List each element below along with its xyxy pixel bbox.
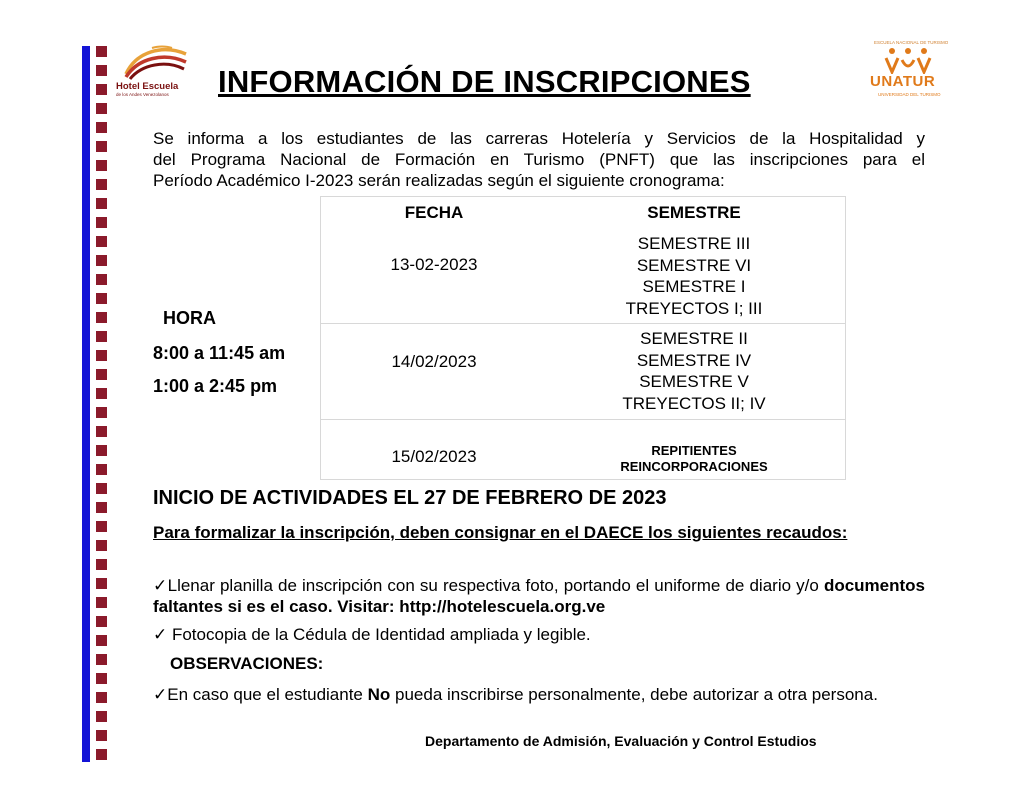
semester-item: SEMESTRE VI bbox=[636, 255, 752, 275]
hotel-escuela-name: Hotel Escuela bbox=[116, 81, 179, 92]
footer-department: Departamento de Admisión, Evaluación y Control Estudios bbox=[425, 733, 817, 749]
inicio-actividades: INICIO DE ACTIVIDADES EL 27 DE FEBRERO DE 2023 bbox=[153, 487, 667, 509]
check-icon: ✓ bbox=[153, 576, 168, 595]
left-blue-bar bbox=[82, 46, 90, 762]
page-title: INFORMACIÓN DE INSCRIPCIONES bbox=[218, 64, 751, 99]
semester-item: REPITIENTES bbox=[651, 443, 737, 458]
schedule-row-2-semesters bbox=[567, 328, 821, 414]
schedule-row-1-date: 13-02-2023 bbox=[390, 255, 478, 274]
observacion-text-pre: En caso que el estudiante bbox=[167, 685, 368, 704]
semester-item: TREYECTOS II; IV bbox=[622, 393, 766, 413]
semester-item: SEMESTRE III bbox=[637, 234, 751, 253]
schedule-row-divider bbox=[321, 323, 845, 324]
unatur-figures-icon bbox=[882, 46, 934, 74]
intro-line: del Programa Nacional de Formación en Turismo (PNFT) que las inscripciones para el bbox=[153, 150, 925, 169]
requirement-text: Llenar planilla de inscripción con su respectiva foto, portando el uniforme de diario y/o bbox=[167, 576, 819, 595]
semester-item: SEMESTRE V bbox=[639, 372, 749, 391]
schedule-row-3-semesters bbox=[567, 443, 821, 475]
schedule-header-semestre: SEMESTRE bbox=[647, 203, 741, 222]
hotel-escuela-logo bbox=[112, 44, 194, 100]
schedule-row-3-date: 15/02/2023 bbox=[391, 447, 477, 466]
hotel-escuela-subtitle: de los Andes Venezolanos bbox=[116, 92, 169, 97]
unatur-subtitle: UNIVERSIDAD DEL TURISMO bbox=[878, 92, 941, 97]
semester-item: SEMESTRE II bbox=[640, 329, 748, 348]
observacion-text-post: pueda inscribirse personalmente, debe autorizar a otra persona. bbox=[390, 685, 878, 704]
intro-line: Período Académico I-2023 serán realizadas según el siguiente cronograma: bbox=[153, 171, 725, 190]
requirement-planilla bbox=[153, 575, 925, 617]
unatur-name: UNATUR bbox=[870, 73, 936, 90]
observaciones-label: OBSERVACIONES: bbox=[170, 654, 324, 673]
formalizar-heading: Para formalizar la inscripción, deben consignar en el DAECE los siguientes recaudos: bbox=[153, 523, 848, 542]
requirement-cedula bbox=[153, 624, 925, 645]
hotel-escuela-waves-icon bbox=[122, 44, 190, 80]
check-icon: ✓ bbox=[153, 685, 168, 704]
hora-slot-morning: 8:00 a 11:45 am bbox=[153, 343, 286, 363]
schedule-table bbox=[320, 196, 846, 480]
observacion-text-bold: No bbox=[367, 685, 391, 704]
left-square-border bbox=[96, 46, 107, 762]
requirement-text: Fotocopia de la Cédula de Identidad ampliada y legible. bbox=[167, 625, 591, 644]
semester-item: SEMESTRE I bbox=[642, 277, 746, 296]
schedule-row-1-semesters bbox=[567, 233, 821, 319]
unatur-top-text: ESCUELA NACIONAL DE TURISMO bbox=[874, 40, 949, 45]
observacion-item bbox=[153, 684, 925, 705]
semester-item: SEMESTRE IV bbox=[636, 350, 752, 370]
semester-item: TREYECTOS I; III bbox=[625, 298, 763, 318]
schedule-header-fecha: FECHA bbox=[404, 203, 464, 222]
requirement-bold-text: documentos faltantes si es el caso. Visitar: http://hotelescuela.org.ve bbox=[153, 576, 926, 616]
hora-label: HORA bbox=[163, 308, 216, 328]
unatur-logo bbox=[868, 40, 949, 100]
schedule-row-divider bbox=[321, 419, 845, 420]
intro-line: Se informa a los estudiantes de las carreras Hotelería y Servicios de la Hospitalidad y bbox=[153, 129, 925, 148]
semester-item: REINCORPORACIONES bbox=[620, 459, 768, 474]
hora-slot-afternoon: 1:00 a 2:45 pm bbox=[153, 376, 278, 396]
check-icon: ✓ bbox=[153, 625, 168, 644]
intro-paragraph bbox=[153, 128, 925, 191]
schedule-row-2-date: 14/02/2023 bbox=[391, 352, 477, 371]
